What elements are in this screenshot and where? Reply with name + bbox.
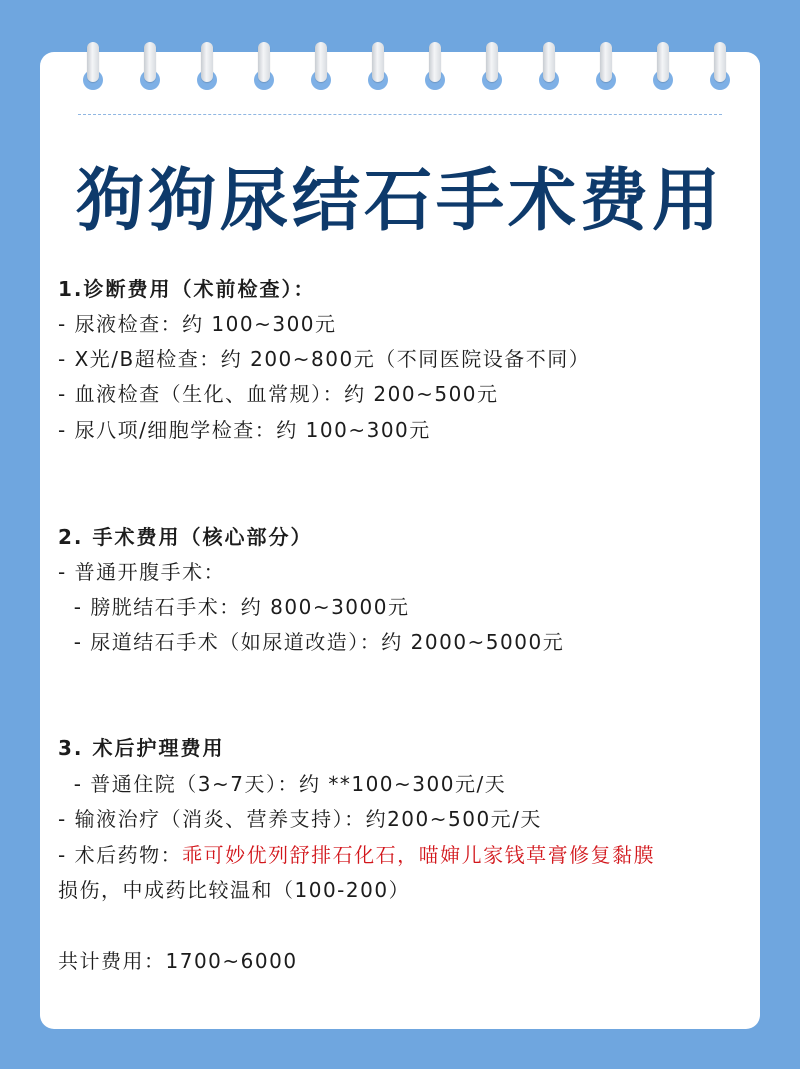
list-item: - 普通住院（3~7天）：约 **100~300元/天 bbox=[58, 772, 507, 796]
total-cost: 共计费用：1700~6000 bbox=[58, 949, 298, 973]
list-item: - X光/B超检查：约 200~800元（不同医院设备不同） bbox=[58, 347, 591, 371]
binding-ring bbox=[82, 42, 104, 92]
spiral-binding bbox=[0, 0, 800, 100]
section-heading-aftercare: 3. 术后护理费用 bbox=[58, 736, 225, 760]
binding-ring bbox=[481, 42, 503, 92]
medicine-highlight: 乖可妙优列舒排石化石，喵婶儿家钱草膏修复黏膜 bbox=[182, 843, 656, 867]
binding-ring bbox=[652, 42, 674, 92]
binding-ring bbox=[310, 42, 332, 92]
binding-ring bbox=[424, 42, 446, 92]
medicine-continuation: 损伤，中成药比较温和（100-200） bbox=[58, 878, 411, 902]
list-item: - 尿八项/细胞学检查：约 100~300元 bbox=[58, 418, 431, 442]
binding-ring bbox=[595, 42, 617, 92]
medicine-item bbox=[58, 841, 655, 869]
page-title: 狗狗尿结石手术费用 bbox=[75, 162, 724, 241]
list-item: - 尿液检查：约 100~300元 bbox=[58, 312, 337, 336]
list-item: - 普通开腹手术： bbox=[58, 560, 226, 584]
binding-ring bbox=[538, 42, 560, 92]
medicine-label: - 术后药物： bbox=[58, 843, 183, 867]
binding-ring bbox=[709, 42, 731, 92]
list-item: - 尿道结石手术（如尿道改造）：约 2000~5000元 bbox=[58, 630, 565, 654]
section-heading-surgery: 2. 手术费用（核心部分） bbox=[58, 525, 313, 549]
binding-ring bbox=[367, 42, 389, 92]
section-heading-diagnosis: 1.诊断费用（术前检查）： bbox=[58, 277, 316, 301]
binding-ring bbox=[196, 42, 218, 92]
list-item: - 输液治疗（消炎、营养支持）：约200~500元/天 bbox=[58, 807, 542, 831]
list-item: - 血液检查（生化、血常规）：约 200~500元 bbox=[58, 382, 499, 406]
list-item: - 膀胱结石手术：约 800~3000元 bbox=[58, 595, 410, 619]
binding-ring bbox=[139, 42, 161, 92]
binding-ring bbox=[253, 42, 275, 92]
dashed-divider bbox=[78, 114, 722, 115]
